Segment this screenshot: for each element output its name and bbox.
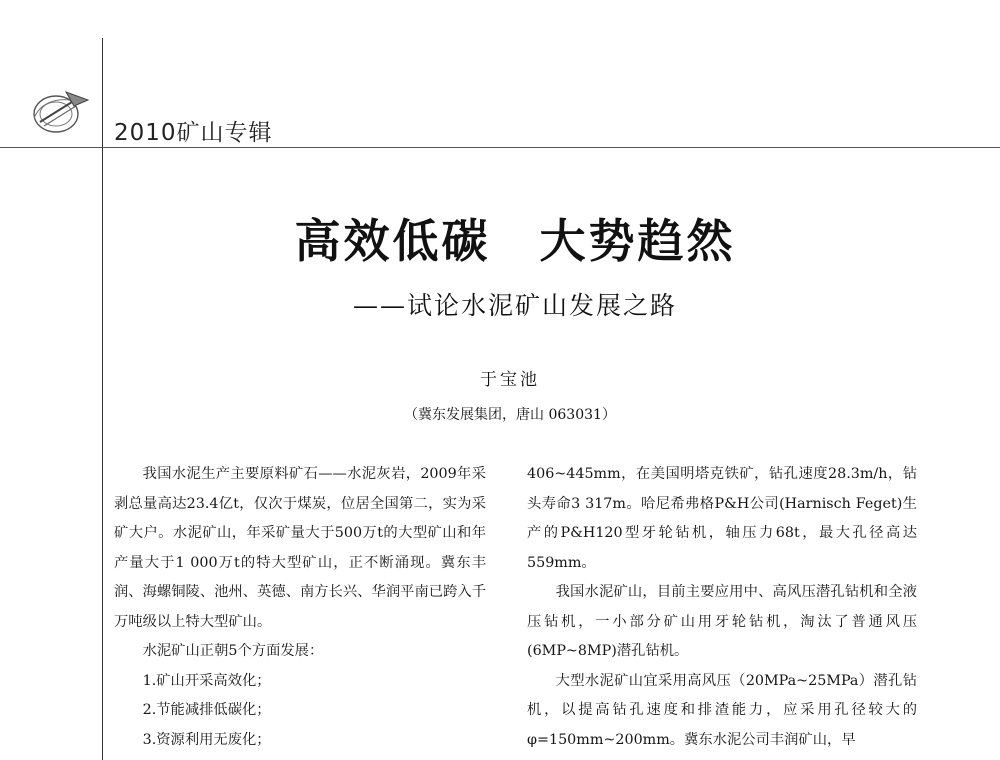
body-paragraph: 水泥矿山正朝5个方面发展： (142, 643, 324, 659)
body-column-left (114, 460, 486, 755)
body-column-right (527, 460, 917, 755)
body-paragraph: 大型水泥矿山宜采用高风压（20MPa~25MPa）潜孔钻机，以提高钻孔速度和排渣能力，应采用孔径较大的φ=150mm~200mm。冀东水泥公司丰润矿山，早 (527, 672, 917, 748)
author-affiliation: （冀东发展集团，唐山 063031） (404, 407, 616, 423)
list-item: 3.资源利用无废化； (142, 731, 271, 748)
article-title: 高效低碳 大势趋然 (294, 214, 736, 268)
article-subtitle: ——试论水泥矿山发展之路 (352, 291, 677, 320)
list-item: 2.节能减排低碳化； (142, 702, 271, 718)
journal-logo-icon (26, 84, 108, 138)
article-author: 于宝池 (480, 370, 540, 390)
body-paragraph: 我国水泥矿山，目前主要应用中、高风压潜孔钻机和全液压钻机，一小部分矿山用牙轮钻机，淘汰了普通风压(6MP~8MP)潜孔钻机。 (527, 584, 917, 659)
body-paragraph: 406~445mm，在美国明塔克铁矿，钻孔速度28.3m/h，钻头寿命3 317m。哈尼希弗格P&H公司(Harnisch Feget)生产的P&H120型牙轮钻机，轴压力68t，最大孔径高达559mm。 (527, 466, 917, 571)
header-rule (0, 147, 1000, 148)
list-item: 1.矿山开采高效化； (142, 672, 271, 689)
section-header-title: 2010矿山专辑 (114, 120, 273, 146)
body-paragraph: 我国水泥生产主要原料矿石——水泥灰岩，2009年采剥总量高达23.4亿t，仅次于煤炭，位居全国第二，实为采矿大户。水泥矿山，年采矿量大于500万t的大型矿山和年产量大于1 000万t的特大型矿山，正不断涌现。冀东丰润、海螺铜陵、池州、英德、南方长兴、华润平南已跨入千万吨级以上特大型矿山。 (114, 466, 486, 630)
